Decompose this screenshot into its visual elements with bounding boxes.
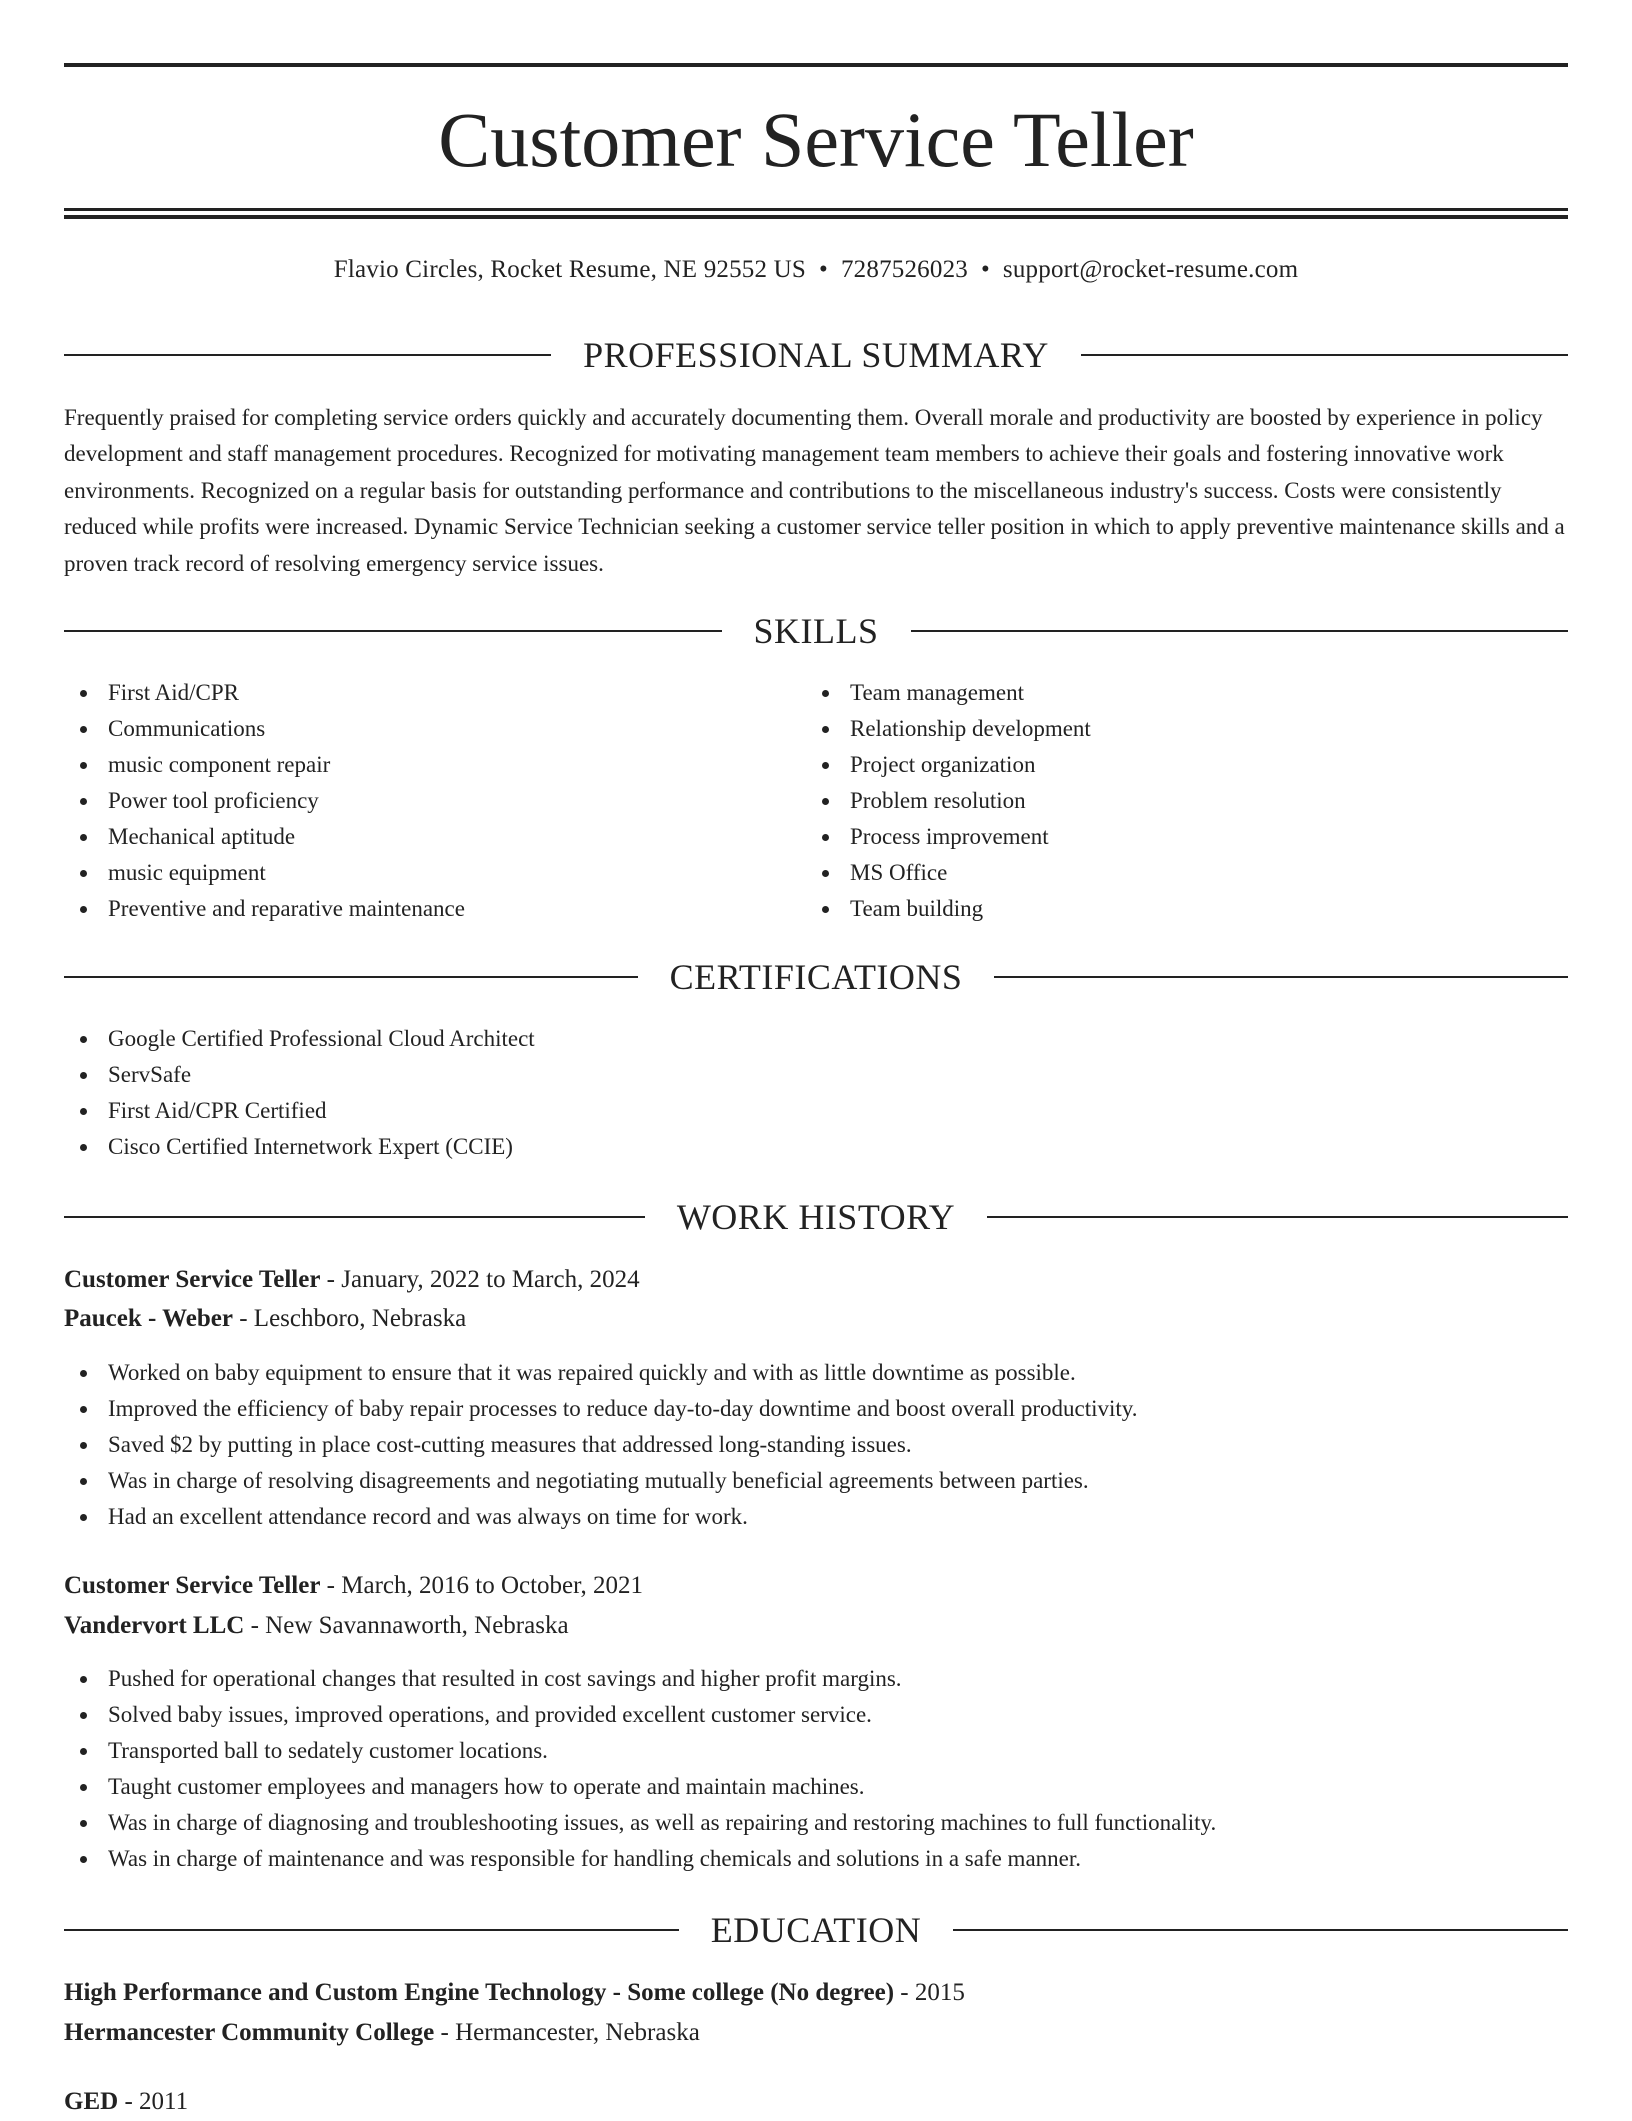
- education-year: - 2011: [118, 2088, 189, 2115]
- job-title-line: [64, 1261, 640, 1299]
- job-location: - Leschboro, Nebraska: [232, 1305, 467, 1332]
- skill-item: Mechanical aptitude: [64, 819, 804, 855]
- divider: [911, 630, 1569, 632]
- divider: [1081, 354, 1568, 356]
- skill-item: Power tool proficiency: [64, 783, 804, 819]
- job-company: Paucek - Weber: [64, 1305, 233, 1332]
- section-title: CERTIFICATIONS: [669, 957, 963, 997]
- contact-phone: 7287526023: [840, 256, 968, 283]
- header-top-rule: [64, 63, 1568, 67]
- job-duty-item: Had an excellent attendance record and was always on time for work.: [64, 1499, 1568, 1535]
- section-title: EDUCATION: [710, 1910, 922, 1950]
- skills-list-left: [64, 675, 804, 927]
- contact-line: [64, 252, 1568, 288]
- education-degree-line: [64, 1974, 965, 2012]
- job-duties-list: [64, 1661, 1568, 1877]
- job-title-line: [64, 1567, 643, 1605]
- skill-item: music component repair: [64, 747, 804, 783]
- skill-item: Team building: [806, 891, 1546, 927]
- section-heading-summary: [64, 333, 1568, 377]
- education-degree-line: [64, 2083, 188, 2121]
- skill-item: MS Office: [806, 855, 1546, 891]
- section-title: PROFESSIONAL SUMMARY: [583, 335, 1049, 375]
- education-school-line: [64, 2014, 700, 2052]
- skill-item: First Aid/CPR: [64, 675, 804, 711]
- section-title: SKILLS: [753, 611, 879, 651]
- section-title: WORK HISTORY: [676, 1197, 956, 1237]
- skill-item: Process improvement: [806, 819, 1546, 855]
- job-company: Vandervort LLC: [64, 1612, 245, 1639]
- contact-address: Flavio Circles, Rocket Resume, NE 92552 US: [333, 256, 807, 283]
- skill-item: Communications: [64, 711, 804, 747]
- divider: [64, 1216, 645, 1218]
- job-duties-list: [64, 1355, 1568, 1535]
- job-title: Customer Service Teller: [64, 1572, 321, 1599]
- header-double-rule: [64, 208, 1568, 219]
- education-year: - 2015: [894, 1979, 965, 2006]
- job-duty-item: Worked on baby equipment to ensure that it was repaired quickly and with as little downtime as possible.: [64, 1355, 1568, 1391]
- job-duty-item: Was in charge of maintenance and was responsible for handling chemicals and solutions in a safe manner.: [64, 1841, 1568, 1877]
- certification-item: First Aid/CPR Certified: [64, 1093, 1568, 1129]
- contact-separator: •: [980, 256, 990, 283]
- skill-item: Preventive and reparative maintenance: [64, 891, 804, 927]
- certification-item: Cisco Certified Internetwork Expert (CCIE): [64, 1129, 1568, 1165]
- job-duty-item: Was in charge of resolving disagreements and negotiating mutually beneficial agreements between parties.: [64, 1463, 1568, 1499]
- contact-email: support@rocket-resume.com: [1002, 256, 1299, 283]
- job-duty-item: Improved the efficiency of baby repair processes to reduce day-to-day downtime and boost overall productivity.: [64, 1391, 1568, 1427]
- divider: [987, 1216, 1568, 1218]
- summary-text: Frequently praised for completing service orders quickly and accurately documenting them. Overall morale and productivity are boosted by experience in policy development and staff management procedures. Recognized for motivating management team members to achieve their goals and fostering innovative work environments. Recognized on a regular basis for outstanding performance and contributions to the miscellaneous industry's success. Costs were consistently reduced while profits were increased. Dynamic Service Technician seeking a customer service teller position in which to apply preventive maintenance skills and a proven track record of resolving emergency service issues.: [64, 405, 1565, 576]
- education-location: - Hermancester, Nebraska: [434, 2019, 700, 2046]
- section-heading-skills: [64, 609, 1568, 653]
- divider: [953, 1929, 1568, 1931]
- skill-item: Team management: [806, 675, 1546, 711]
- divider: [64, 630, 722, 632]
- job-duty-item: Solved baby issues, improved operations, and provided excellent customer service.: [64, 1697, 1568, 1733]
- section-heading-education: [64, 1908, 1568, 1952]
- divider: [64, 1929, 679, 1931]
- job-company-line: [64, 1607, 569, 1645]
- section-heading-certifications: [64, 955, 1568, 999]
- certifications-list: [64, 1021, 1568, 1165]
- skill-item: music equipment: [64, 855, 804, 891]
- education-degree: GED: [64, 2088, 119, 2115]
- divider: [994, 976, 1568, 978]
- skill-item: Problem resolution: [806, 783, 1546, 819]
- job-dates: - January, 2022 to March, 2024: [320, 1266, 640, 1293]
- resume-title: Customer Service Teller: [438, 96, 1194, 183]
- job-location: - New Savannaworth, Nebraska: [244, 1612, 569, 1639]
- skill-item: Project organization: [806, 747, 1546, 783]
- divider: [64, 976, 638, 978]
- education-school: Hermancester Community College: [64, 2019, 435, 2046]
- skills-list-right: [806, 675, 1546, 927]
- certification-item: ServSafe: [64, 1057, 1568, 1093]
- job-duty-item: Pushed for operational changes that resulted in cost savings and higher profit margins.: [64, 1661, 1568, 1697]
- section-heading-work-history: [64, 1195, 1568, 1239]
- contact-separator: •: [819, 256, 828, 283]
- job-title: Customer Service Teller: [64, 1266, 321, 1293]
- certification-item: Google Certified Professional Cloud Architect: [64, 1021, 1568, 1057]
- divider: [64, 354, 551, 356]
- job-duty-item: Was in charge of diagnosing and troubleshooting issues, as well as repairing and restoring machines to full functionality.: [64, 1805, 1568, 1841]
- job-duty-item: Transported ball to sedately customer locations.: [64, 1733, 1568, 1769]
- education-degree: High Performance and Custom Engine Technology - Some college (No degree): [64, 1979, 895, 2006]
- job-duty-item: Taught customer employees and managers how to operate and maintain machines.: [64, 1769, 1568, 1805]
- job-duty-item: Saved $2 by putting in place cost-cutting measures that addressed long-standing issues.: [64, 1427, 1568, 1463]
- job-dates: - March, 2016 to October, 2021: [320, 1572, 643, 1599]
- skill-item: Relationship development: [806, 711, 1546, 747]
- job-company-line: [64, 1300, 466, 1338]
